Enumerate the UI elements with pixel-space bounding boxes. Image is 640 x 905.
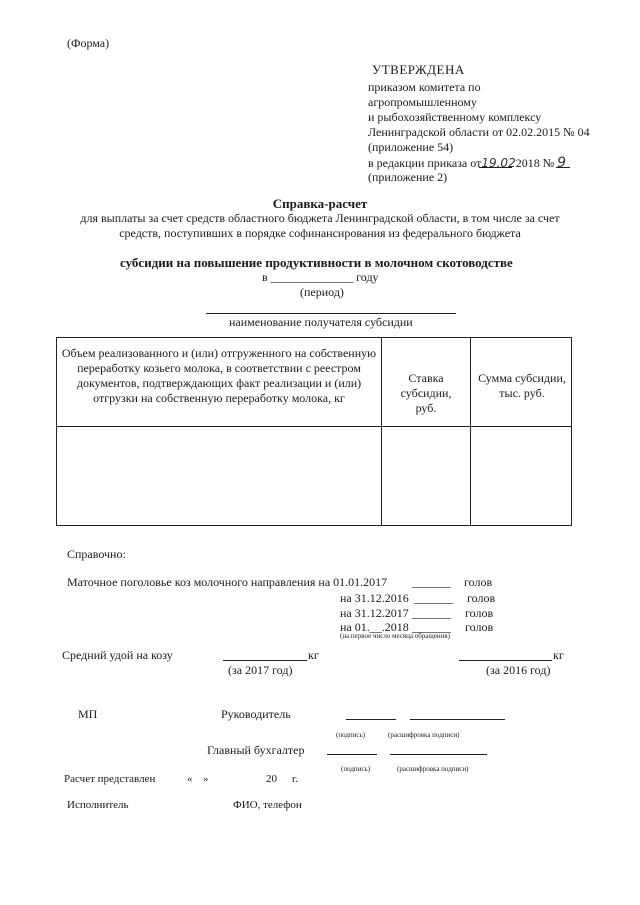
accountant-signature-caption: (подпись): [341, 765, 371, 773]
revision-appendix: (приложение 2): [368, 170, 448, 184]
livestock-line: на 31.12.2017: [340, 606, 409, 620]
year-prefix: 20: [266, 773, 277, 785]
submitted-label: Расчет представлен: [64, 773, 156, 785]
yield-2016-unit: кг: [553, 648, 564, 662]
livestock-blank: _______: [412, 575, 451, 589]
reference-label: Справочно:: [67, 547, 126, 561]
head-signature-caption: (подпись): [336, 731, 366, 739]
revision-prefix: в редакции приказа от: [368, 156, 482, 170]
approval-line: и рыбохозяйственному комплексу: [368, 110, 542, 124]
revision-date: 19.02: [481, 156, 516, 170]
doc-title: Справка-расчет: [272, 196, 368, 211]
yield-2017-unit: кг: [308, 648, 319, 662]
period-caption: (период): [300, 285, 344, 299]
revision-number: 9: [557, 155, 567, 171]
seal-mp: МП: [78, 707, 98, 721]
livestock-unit: голов: [464, 575, 493, 589]
approval-line: приказом комитета по: [368, 80, 481, 94]
executor-label: Исполнитель: [67, 799, 129, 811]
period-blank: _______________: [270, 270, 354, 284]
livestock-unit: голов: [465, 620, 494, 634]
head-signature-line: [346, 719, 396, 720]
livestock-blank: _______: [412, 620, 451, 634]
livestock-blank: _______: [412, 606, 451, 620]
approval-title: УТВЕРЖДЕНА: [372, 62, 465, 77]
recipient-caption: наименование получателя субсидии: [229, 315, 413, 329]
quote-open: «: [187, 773, 193, 785]
head-decode-caption: (расшифровка подписи): [388, 731, 460, 739]
livestock-unit: голов: [467, 591, 496, 605]
livestock-line: Маточное поголовье коз молочного направления на 01.01.2017: [67, 575, 388, 589]
yield-2017-caption: (за 2017 год): [228, 663, 293, 677]
accountant-decode-line: [390, 754, 487, 755]
quote-close: »: [203, 773, 209, 785]
livestock-line: на 01.__.2018: [340, 620, 409, 634]
revision-number-underline: [556, 167, 570, 168]
livestock-blank: _______: [414, 591, 453, 605]
period-prefix: в: [262, 270, 268, 284]
head-label: Руководитель: [221, 707, 291, 721]
year-suffix: г.: [292, 773, 299, 785]
subsidy-table: [56, 337, 572, 526]
subsidy-title: субсидии на повышение продуктивности в молочном скотоводстве: [120, 255, 513, 270]
header-volume: Объем реализованного и (или) отгруженного на собственную переработку козьего молока, в соответствии с реестром документов, подтверждающих факт реализации и (или) отгрузки на собственную переработку молока, кг: [61, 346, 377, 405]
livestock-unit: голов: [465, 606, 494, 620]
recipient-line: [206, 313, 456, 314]
header-rate: Ставка субсидии, руб.: [400, 371, 452, 415]
approval-line: агропромышленному: [368, 95, 477, 109]
doc-subtitle: для выплаты за счет средств областного бюджета Ленинградской области, в том числе за счет: [80, 211, 560, 225]
head-decode-line: [410, 719, 505, 720]
yield-2016-line: [459, 660, 552, 661]
doc-subtitle: средств, поступивших в порядке софинансирования из федерального бюджета: [119, 226, 521, 240]
accountant-signature-line: [327, 754, 377, 755]
revision-year: 2018: [515, 156, 540, 170]
yield-2016-caption: (за 2016 год): [486, 663, 551, 677]
first-day-note: (на первое число месяца обращения): [340, 632, 450, 640]
revision-line: [368, 155, 566, 171]
period-line: [262, 270, 379, 285]
revision-no-sign: №: [542, 156, 555, 170]
approval-line: (приложение 54): [368, 140, 454, 154]
yield-2017-line: [223, 660, 307, 661]
yield-label: Средний удой на козу: [62, 648, 173, 662]
approval-line: Ленинградской области от 02.02.2015 № 04: [368, 125, 590, 139]
livestock-line: на 31.12.2016: [340, 591, 409, 605]
revision-date-underline: [479, 167, 512, 168]
period-suffix: году: [356, 270, 379, 284]
executor-fields: ФИО, телефон: [233, 799, 302, 811]
header-sum: Сумма субсидии, тыс. руб.: [478, 371, 566, 400]
accountant-decode-caption: (расшифровка подписи): [397, 765, 469, 773]
form-label: (Форма): [67, 36, 110, 50]
accountant-label: Главный бухгалтер: [207, 743, 305, 757]
